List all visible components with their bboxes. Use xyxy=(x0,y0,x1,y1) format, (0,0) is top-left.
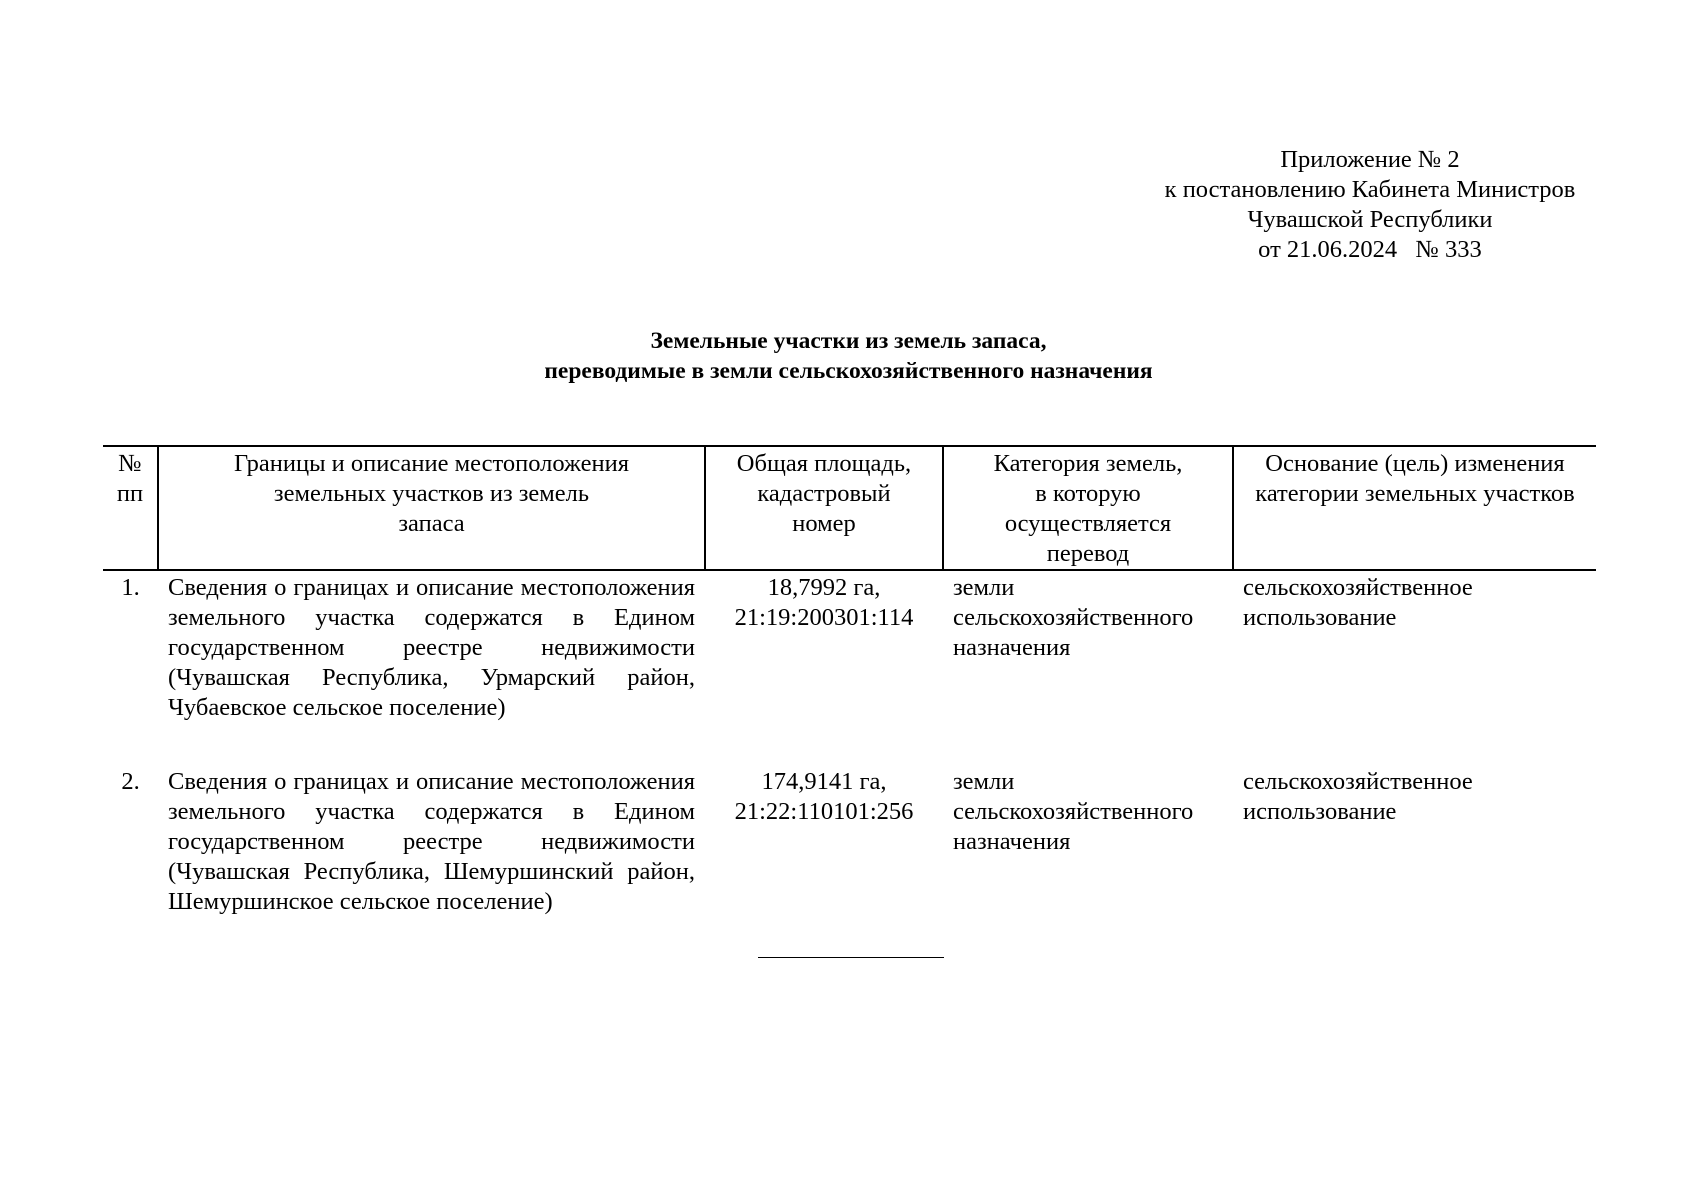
title-line-1: Земельные участки из земель запаса, xyxy=(650,328,1047,354)
header-category xyxy=(943,446,1233,570)
header-category-line: Категория земель, xyxy=(993,450,1183,477)
row-category: земли сельскохозяйственного назначения xyxy=(953,574,1194,661)
row-area: 174,9141 га, xyxy=(761,768,887,795)
row-cadastral-number: 21:22:110101:256 xyxy=(734,798,914,825)
annex-date: от 21.06.2024 № 333 xyxy=(1258,236,1482,263)
header-basis-line: категории земельных участков xyxy=(1255,480,1575,507)
row-description: Сведения о границах и описание местоположения земельного участка содержатся в Едином государственном реестре недвижимости (Чувашская Республика, Шемуршинский район, Шемуршинское сельское поселение) xyxy=(168,768,695,915)
row-category: земли сельскохозяйственного назначения xyxy=(953,768,1194,855)
row-description: Сведения о границах и описание местоположения земельного участка содержатся в Едином государственном реестре недвижимости (Чувашская Республика, Урмарский район, Чубаевское сельское поселение) xyxy=(168,574,695,721)
header-area-line: Общая площадь, xyxy=(736,450,912,477)
header-basis-line: Основание (цель) изменения xyxy=(1265,450,1565,477)
row-cadastral-number: 21:19:200301:114 xyxy=(734,604,914,631)
header-description-line: запаса xyxy=(398,510,465,537)
row-area-cell xyxy=(705,570,943,765)
header-number-line: № xyxy=(118,450,142,477)
header-basis xyxy=(1233,446,1596,570)
row-basis: сельскохозяйственное использование xyxy=(1243,574,1473,631)
annex-number: Приложение № 2 xyxy=(1280,146,1460,173)
header-number-line: пп xyxy=(116,480,144,507)
row-basis: сельскохозяйственное использование xyxy=(1243,768,1473,825)
annex-republic: Чувашской Республики xyxy=(1247,206,1493,233)
end-divider xyxy=(758,957,944,958)
land-plots-table xyxy=(103,445,1596,917)
header-category-line: в которую xyxy=(1035,480,1141,507)
row-area-cell xyxy=(705,765,943,917)
header-number xyxy=(103,446,158,570)
header-category-line: перевод xyxy=(1046,540,1130,567)
table-row xyxy=(103,570,1596,765)
header-description-line: земельных участков из земель xyxy=(273,480,590,507)
header-category-line: осуществляется xyxy=(1004,510,1172,537)
header-description xyxy=(158,446,705,570)
header-area xyxy=(705,446,943,570)
header-area-line: кадастровый xyxy=(757,480,891,507)
table-header-row xyxy=(103,446,1596,570)
row-number: 1. xyxy=(121,574,140,601)
row-number: 2. xyxy=(121,768,140,795)
row-area: 18,7992 га, xyxy=(767,574,881,601)
document-title xyxy=(0,326,1697,386)
annex-reference: к постановлению Кабинета Министров xyxy=(1164,176,1576,203)
table-row xyxy=(103,765,1596,917)
annex-block xyxy=(1140,145,1600,265)
header-area-line: номер xyxy=(792,510,856,537)
title-line-2: переводимые в земли сельскохозяйственного назначения xyxy=(544,358,1153,384)
header-description-line: Границы и описание местоположения xyxy=(233,450,629,477)
